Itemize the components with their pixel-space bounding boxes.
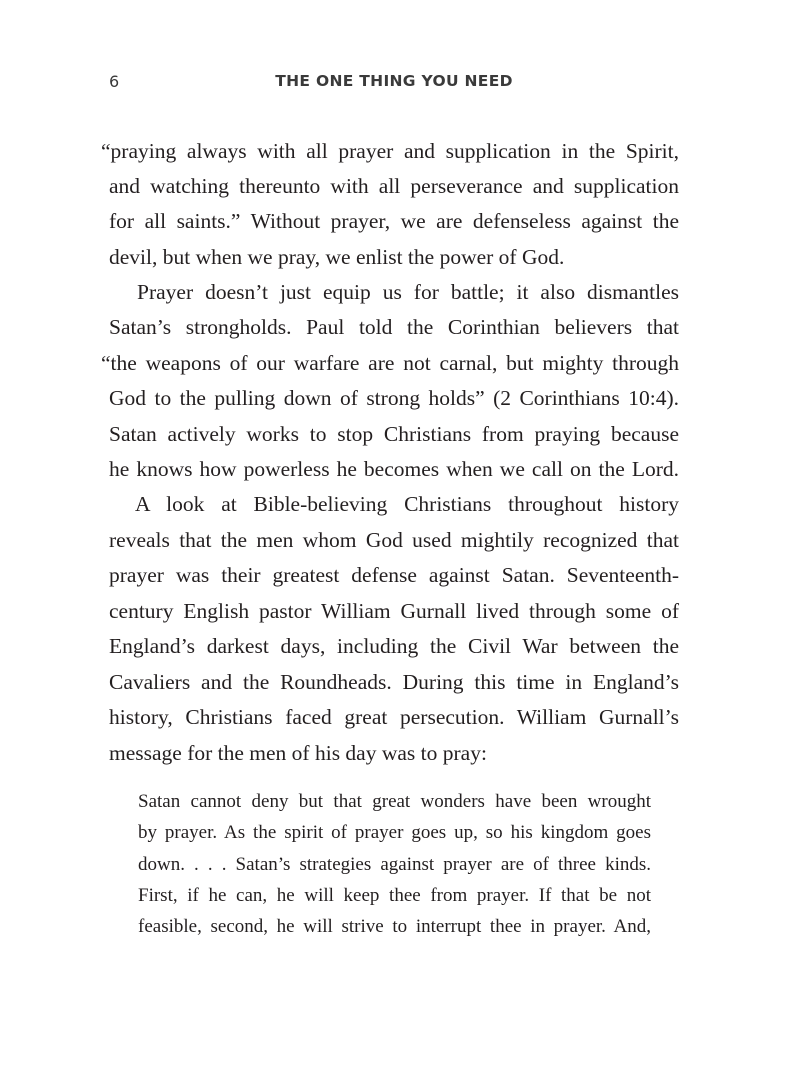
body-line: Satan actively works to stop Christians from praying because bbox=[109, 422, 679, 446]
body-line: and watching thereunto with all perseverance and supplication bbox=[109, 174, 679, 198]
quote-line: feasible, second, he will strive to interrupt thee in prayer. And, bbox=[138, 916, 651, 937]
body-line: for all saints.” Without prayer, we are defenseless against the bbox=[109, 209, 679, 233]
body-line: message for the men of his day was to pray: bbox=[109, 741, 487, 765]
body-line: devil, but when we pray, we enlist the power of God. bbox=[109, 245, 565, 269]
page-number: 6 bbox=[109, 72, 120, 91]
body-line: reveals that the men whom God used mightily recognized that bbox=[109, 528, 679, 552]
body-line: England’s darkest days, including the Civil War between the bbox=[109, 634, 679, 658]
body-line: “the weapons of our warfare are not carnal, but mighty through bbox=[101, 351, 679, 375]
body-line: Cavaliers and the Roundheads. During this time in England’s bbox=[109, 670, 679, 694]
quote-line: by prayer. As the spirit of prayer goes up, so his kingdom goes bbox=[138, 822, 651, 843]
body-line: he knows how powerless he becomes when we call on the Lord. bbox=[109, 457, 679, 481]
body-line: Satan’s strongholds. Paul told the Corinthian believers that bbox=[109, 315, 679, 339]
running-head: THE ONE THING YOU NEED bbox=[275, 72, 513, 90]
body-line: God to the pulling down of strong holds” (2 Corinthians 10:4). bbox=[109, 386, 679, 410]
body-line: Prayer doesn’t just equip us for battle; it also dismantles bbox=[137, 280, 679, 304]
quote-line: down. . . . Satan’s strategies against prayer are of three kinds. bbox=[138, 854, 651, 875]
body-line: “praying always with all prayer and supplication in the Spirit, bbox=[101, 139, 679, 163]
quote-line: First, if he can, he will keep thee from prayer. If that be not bbox=[138, 885, 651, 906]
quote-line: Satan cannot deny but that great wonders have been wrought bbox=[138, 791, 651, 812]
body-line: prayer was their greatest defense against Satan. Seventeenth- bbox=[109, 563, 679, 587]
body-line: history, Christians faced great persecution. William Gurnall’s bbox=[109, 705, 679, 729]
body-line: century English pastor William Gurnall lived through some of bbox=[109, 599, 679, 623]
body-line: A look at Bible-believing Christians throughout history bbox=[135, 492, 679, 516]
